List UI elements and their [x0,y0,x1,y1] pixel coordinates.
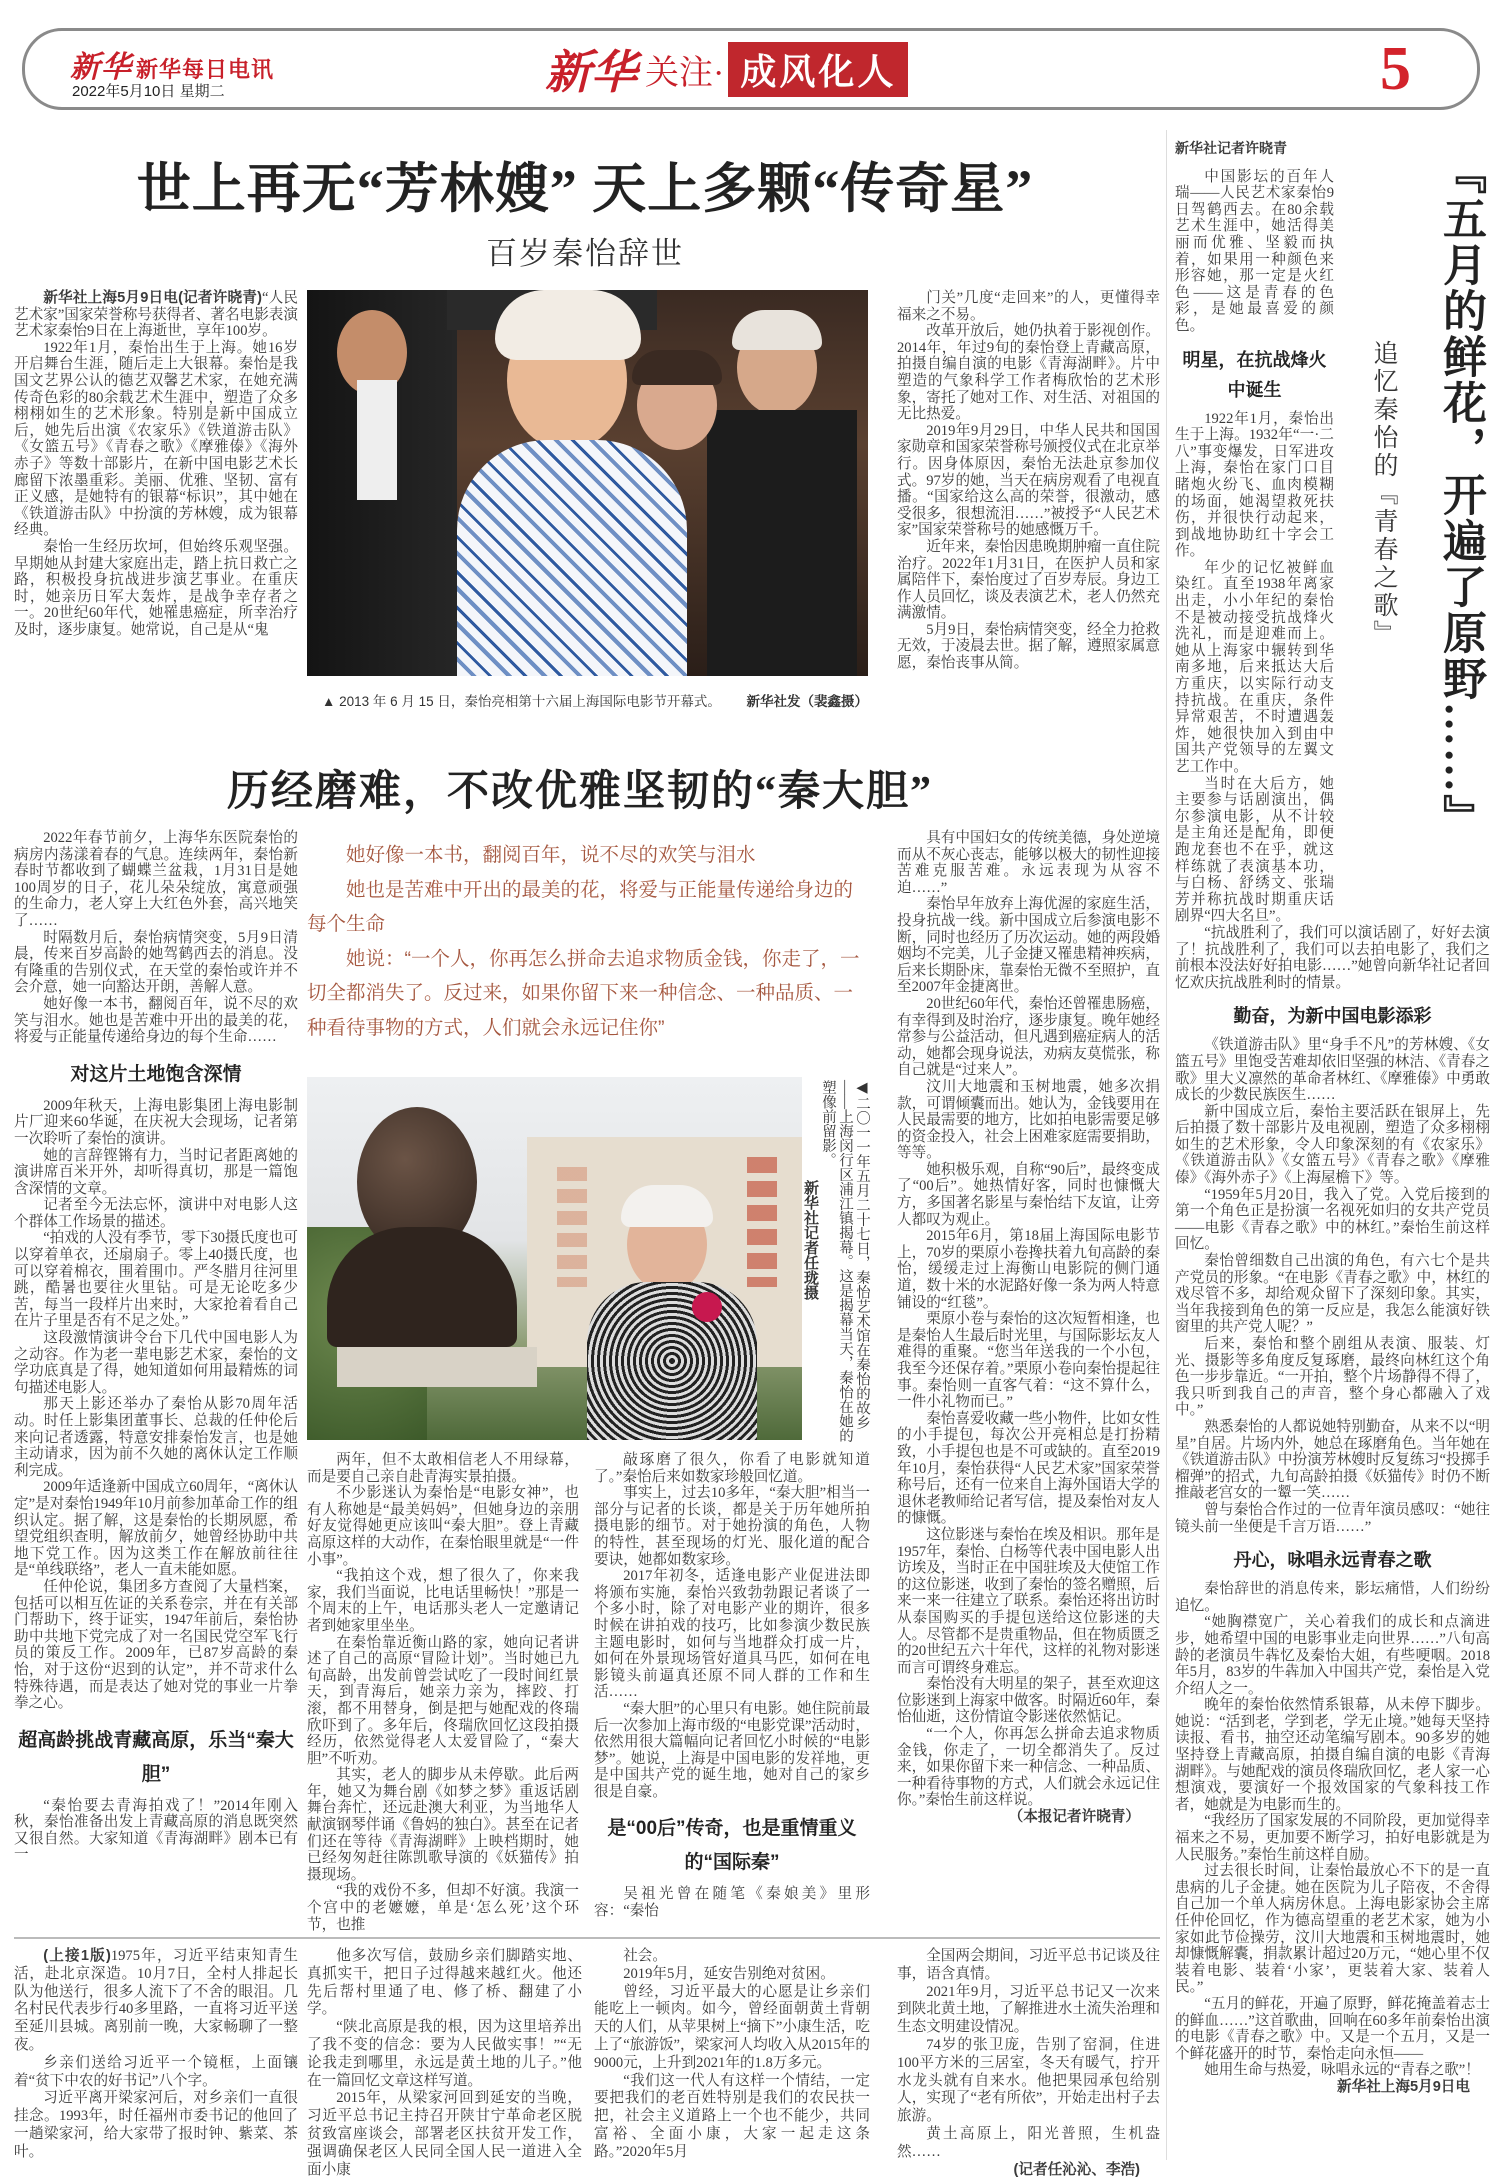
continued-column-1 [14,1948,298,2158]
paragraph: 中国影坛的百年人瑞——人民艺术家秦怡9日驾鹤西去。在80余载艺术生涯中，她活得美丽而优雅、坚毅而执着，如果用一种颜色来形容她，那一定是火红色——这是青春的色彩，是她最喜爱的颜色。 [1175,168,1334,334]
paragraph: 2021年9月，习近平总书记又一次来到陕北黄土地，了解推进水土流失治理和生态文明建设情况。 [897,1983,1160,2036]
paragraph: 这位影迷与秦怡在埃及相识。那年是1957年，秦怡、白杨等代表中国电影人出访埃及，当时正在中国驻埃及大使馆工作的这位影迷，收到了秦怡的签名赠照，后来一来一往建立了联系。秦怡还将出访时从泰国购买的手提包送给这位影迷的夫人。尽管都不是贵重物品，但在物质匮乏的20世纪五六十年代，这样的礼物对影迷而言可谓终身难忘。 [897,1526,1160,1676]
paragraph: 那天上影还举办了秦怡从影70周年活动。时任上影集团董事长、总裁的任仲伦后来向记者透露，特意安排秦怡发言，也是她主动请求，因为前不久她的离休认定工作顺利完成。 [14,1396,298,1479]
article-credit: （本报记者许晓青） [1008,1809,1140,1826]
photo-elder-blouse [587,1282,757,1440]
issue-date: 2022年5月10日 星期二 [72,83,225,100]
paragraph: 门关”几度“走回来”的人，更懂得幸福来之不易。 [897,290,1160,323]
caption-text: ▲ 2013 年 6 月 15 日，秦怡亮相第十六届上海国际电影节开幕式。 [322,694,721,709]
pull-quote [307,838,870,1045]
subheading: 明星，在抗战烽火中诞生 [1182,349,1327,400]
paragraph: “拍戏的人没有季节，零下30摄氏度也可以穿着单衣，还扇扇子。零上40摄氏度，也可以穿着棉衣，围着围巾。严冬腊月往河里跳，酷暑也要往火里钻。可是无论吃多少苦，每当一段样片出来时，大家抢着看自己在片子里是否有不足之处。” [14,1230,298,1330]
article-credit: (记者任沁沁、李浩) [1013,2161,1140,2178]
paragraph: 2022年春节前夕，上海华东医院秦怡的病房内荡漾着春的气息。连续两年，秦怡新春时节都收到了蝴蝶兰盆栽，1月31日是她100周岁的日子，花儿朵朵绽放，寓意顽强的生命力，老人穿上大红色外套，高兴地笑了…… [14,830,298,929]
paragraph: 2019年9月29日，中华人民共和国国家勋章和国家荣誉称号颁授仪式在北京举行。因身体原因，秦怡无法赴京参加仪式。97岁的她，当天在病房观看了电视直播。“国家给这么高的荣誉，很激动，感受很多，很想流泪……”被授予“人民艺术家”国家荣誉称号的她感慨万千。 [897,422,1160,539]
subheading: 勤奋，为新中国电影添彩 [1233,1006,1432,1027]
paragraph: 习近平离开梁家河后，对乡亲们一直很挂念。1993年，时任福州市委书记的他回了一趟梁家河，给大家带了报时钟、紫菜、茶叶。 [14,2090,298,2160]
paragraph: 吴祖光曾在随笔《秦娘美》里形容：“秦怡 [594,1886,870,1920]
side-title-area [1342,140,1490,900]
paragraph: 秦怡一生经历坎坷，但始终乐观坚强。早期她从封建大家庭出走，踏上抗日救亡之路，积极投身抗战进步演艺事业。在重庆时，她亲历日军大轰炸，是战争幸存者之一。20世纪60年代，她罹患癌症，所幸治疗及时，逐步康复。她常说，自己是从“鬼 [14,538,298,638]
paper-name: 新华每日电讯 [136,57,275,82]
photo-calligraphy [557,1167,587,1287]
paragraph: 新中国成立后，秦怡主要活跃在银屏上，先后拍摄了数十部影片及电视剧，塑造了众多栩栩如生的艺术形象，令人印象深刻的有《农家乐》《铁道游击队》《女篮五号》《青春之歌》《摩雅傣》《海外赤子》《上海屋檐下》等。 [1175,1103,1490,1187]
paragraph: 秦怡辞世的消息传来，影坛痛惜，人们纷纷追忆。 [1175,1581,1490,1614]
side-article [1175,140,1490,2160]
section-logo-script: 新华 [545,47,637,98]
main-headline: 世上再无“芳林嫂” 天上多颗“传奇星” [136,159,1034,219]
paragraph [14,1948,298,2055]
continued-column-4 [897,1948,1160,2178]
byline: 新华社记者许晓青 [1175,140,1287,156]
photo-pedestal [337,1347,537,1387]
continued-column-3 [594,1948,870,2158]
dateline-lead: 新华社上海5月9日电(记者许晓青) [43,290,262,306]
paragraph [14,290,298,340]
paragraph: 她的言辞铿锵有力，当时记者距离她的演讲席百米开外，却听得真切，那是一篇饱含深情的文章。 [14,1147,298,1197]
paragraph: 敲琢磨了很久，你看了电影就知道了。”秦怡后来如数家珍般回忆道。 [594,1452,870,1485]
subheading: 丹心，咏唱永远青春之歌 [1233,1550,1432,1571]
paragraph: “我们这一代人有这样一个情结，一定要把我们的老百姓特别是我们的农民扶一把，社会主义道路上一个也不能少，共同富裕、全面小康，大家一起走这条路。”2020年5月 [594,2072,870,2160]
subheading: 对这片土地饱含深情 [70,1063,242,1085]
paragraph: 社会。 [623,1948,667,1964]
photo-qin-yi-film-festival [307,290,868,676]
paragraph: 栗原小卷与秦怡的这次短暂相逢，也是秦怡人生最后时光里，与国际影坛友人难得的重聚。“您当年送我的一个小包，我至今还保存着。”栗原小卷向秦怡提起往事。秦怡则一直客气着：“这不算什么，一件小礼物而已。” [897,1311,1160,1411]
section-divider [14,1937,1160,1939]
paragraph: 事实上，过去10多年，“秦大胆”相当一部分与记者的长谈，都是关于历年她所拍摄电影的细节。对于她扮演的角色，人物的特性，甚至现场的灯光、服化道的配合要诀，她都如数家珍。 [594,1485,870,1568]
paragraph-text: 1975年，习近平结束知青生活，赴北京深造。10月7日，全村人排起长队为他送行，很多人流下了不舍的眼泪。几名村民代表步行40多里路，一直将习近平送至延川县城。离别前一晚，大家畅聊了一整夜。 [14,1948,298,2053]
paragraph: “陕北高原是我的根，因为这里培养出了我不变的信念：要为人民做实事！”“无论我走到哪里，永远是黄土地的儿子。”他在一篇回忆文章这样写道。 [307,2019,582,2089]
paragraph: 当时在大后方，她主要参与话剧演出，偶尔参演电影，从不计较是主角还是配角，即便跑龙套也不在乎，就这样练就了表演基本功，与白杨、舒绣文、张瑞芳并称抗战时期重庆话剧界“四大名旦”。 [1175,775,1334,925]
photo-man-shirt [357,380,397,500]
paragraph: “1959年5月20日，我入了党。入党后接到的第一个角色正是扮演一名视死如归的女共产党员——电影《青春之歌》中的林红。”秦怡生前这样回忆。 [1175,1186,1490,1253]
statue-photo-caption [802,1080,870,1450]
paragraph: 1922年1月，秦怡出生于上海。1932年“一·二八”事变爆发，日军进攻上海，秦怡在家门口目睹炮火纷飞、血肉模糊的场面，她渴望救死扶伤，并很快行动起来，到战地协助红十字会工作。 [1175,410,1334,560]
paragraph: “秦怡要去青海拍戏了！”2014年刚入秋，秦怡准备出发上青藏高原的消息既突然又很自然。大家知道《青海湖畔》剧本已有一 [14,1797,298,1864]
section-brand [545,36,908,102]
subheading: 是“00后”传奇，也是重情重义的“国际秦” [607,1818,857,1874]
paragraph: 1922年1月，秦怡出生于上海。她16岁开启舞台生涯，随后走上大银幕。秦怡是我国文艺界公认的德艺双馨艺术家，在她充满传奇色彩的80余载艺术生涯中，塑造了众多栩栩如生的艺术形象。特别是新中国成立后，她先后出演《农家乐》《铁道游击队》《女篮五号》《青春之歌》《摩雅傣》《海外赤子》等数十部影片，在新中国电影艺术长廊留下浓墨重彩。美丽、优雅、坚韧、富有正义感，是她特有的银幕“标识”，其中她在《铁道游击队》中扮演的芳林嫂，成为银幕经典。 [14,339,298,539]
paragraph: “一个人，你再怎么拼命去追求物质金钱，你走了，一切全都消失了。反过来，如果你留下来一种信念、一种品质、一种看待事物的方式，人们就会永远记住你。”秦怡生前这样说。 [897,1726,1160,1809]
pull-quote-line: 她好像一本书，翻阅百年，说不尽的欢笑与泪水 [346,844,756,866]
photo-woman-hair [632,350,722,385]
caption-text: ◀二〇一一年五月二十七日，秦怡艺术馆在秦怡的故乡——上海闵行区浦江镇揭幕。这是揭幕当天，秦怡在她的塑像前留影。 [820,1080,870,1443]
photo-corsage [692,1292,722,1322]
paragraph: 她积极乐观，自称“90后”，最终变成了“00后”。她热情好客，同时也慷慨大方，多国著名影星与秦怡结下友谊，让旁人都叹为观止。 [897,1161,1160,1228]
photo-credit: 新华社发（裴鑫摄） [746,694,868,709]
paragraph: 2019年5月，延安告别绝对贫困。 [623,1965,835,1982]
paragraph: 熟悉秦怡的人都说她特别勤奋，从来不以“明星”自居。片场内外，她总在琢磨角色。当年她在《铁道游击队》中扮演芳林嫂时反复练习“投掷手榴弹”的招式，九旬高龄拍摄《妖猫传》时仍不断推敲老宫女的一颦一笑…… [1175,1418,1490,1502]
paragraph: 她用生命与热爱，咏唱永远的“青春之歌”！ [1204,2062,1480,2079]
paragraph: 2017年初冬，适逢电影产业促进法即将颁布实施，秦怡兴致勃勃跟记者谈了一个多小时，除了对电影产业的期许，很多时候在讲拍戏的技巧，比如参演少数民族主题电影时，如何与当地群众打成一片，如何在外景现场管好道具马匹，如何在电影镜头前逼真还原不同人群的工作和生活…… [594,1568,870,1701]
side-article-title: 『五月的鲜花，开遍了原野……』 [1436,150,1485,840]
paragraph: “我经历了国家发展的不同阶段，更加觉得幸福来之不易，更加要不断学习，拍好电影就是为人民服务。”秦怡生前这样自励。 [1175,1813,1490,1863]
photo-caption [322,690,868,710]
paragraph: 任仲伦说，集团多方查阅了大量档案，包括可以相互佐证的关系卷宗，并在有关部门帮助下，终于证实，1947年前后，秦怡协助中共地下党完成了对一名国民党空军飞行员的策反工作。2009年，已87岁高龄的秦怡，对于这份“迟到的认定”，并不苛求什么特殊待遇，而是表达了她对党的事业一片拳拳之心。 [14,1578,298,1712]
main-article-column-3 [897,290,1160,702]
feature-column-1 [14,830,298,1932]
paragraph: 2009年适逢新中国成立60周年，“离休认定”是对秦怡1949年10月前参加革命工作的组织认定。据了解，这是秦怡的长期夙愿，希望党组织查明，解放前夕，她曾经协助中共地下党工作。因为这类工作在解放前往往是“单线联络”，老人一直未能如愿。 [14,1479,298,1579]
paragraph: “我拍这个戏，想了很久了，你来我家，我们当面说，比电话里畅快！”那是一个周末的上午，电话那头老人一定邀请记者到她家里坐坐。 [307,1568,579,1634]
page-number: 5 [1380,35,1411,103]
column-divider [1166,130,1167,2160]
article-credit: 新华社上海5月9日电 [1337,2078,1470,2095]
dateline-lead: (上接1版) [43,1948,111,1964]
paragraph: 改革开放后，她仍执着于影视创作。2014年，年过9旬的秦怡登上青藏高原，拍摄自编自演的电影《青海湖畔》。片中塑造的气象科学工作者梅欣怡的艺术形象，寄托了她对工作、对生活、对祖国的无比热爱。 [897,323,1160,423]
paragraph: 在秦怡靠近衡山路的家，她向记者讲述了自己的高原“冒险计划”。当时她已九旬高龄，出发前曾尝试吃了一段时间红景天，到青海后，她亲力亲为，摔跤、打滚，都不用替身，倒是把与她配戏的佟瑞欣吓到了。多年后，佟瑞欣回忆这段拍摄经历，依然觉得老人太爱冒险了，“秦大胆”不听劝。 [307,1634,579,1767]
feature-column-2b [594,1452,870,1932]
continued-column-2 [307,1948,582,2178]
paragraph: “抗战胜利了，我们可以演话剧了，好好去演了！抗战胜利了，我们可以去拍电影了，我们之前根本没法好好拍电影……”她曾向新华社记者回忆欢庆抗战胜利时的情景。 [1175,924,1490,991]
photo-credit: 新华社记者任珑摄 [802,1180,819,1300]
paragraph: 两年，但不太敢相信老人不用绿幕，而是要自己亲自赴青海实景拍摄。 [307,1452,579,1485]
photo-elder-hair [732,310,822,350]
paragraph: 过去很长时间，让秦怡最放心不下的是一直患病的儿子金捷。她在医院为儿子陪夜，不舍得自己加一个单人病房休息。上海电影家协会主席任仲伦回忆，作为德高望重的老艺术家，她为小家如此节俭操劳，汶川大地震和玉树地震时，她却慷慨解囊，捐款累计超过20万元，“她心里不仅装着电影、装着‘小家’，更装着大家、装着人民。” [1175,1863,1490,1996]
paragraph: 《铁道游击队》里“身手不凡”的芳林嫂、《女篮五号》里饱受苦难却依旧坚强的林洁、《青春之歌》里大义凛然的革命者林红、《摩雅傣》中勇敢成长的少数民族医生…… [1175,1037,1490,1104]
paragraph: 后来，秦怡和整个剧组从表演、服装、灯光、摄影等多角度反复琢磨，最终向林红这个角色一步步靠近。“一开拍，整个片场静得不得了，我只听到我自己的声音，整个身心都融入了戏中。” [1175,1336,1490,1419]
paragraph: 这段激情演讲令台下几代中国电影人为之动容。作为老一辈电影艺术家，秦怡的文学功底真是了得，她知道如何用最精炼的词句描述电影人。 [14,1330,298,1396]
subheading: 超高龄挑战青藏高原，乐当“秦大胆” [18,1729,294,1785]
paragraph: 不少影迷认为秦怡是“电影女神”，也有人称她是“最美妈妈”，但她身边的亲朋好友觉得她更应该叫“秦大胆”。登上青藏高原这样的大动作，在秦怡眼里就是“一件小事”。 [307,1485,579,1568]
pull-quote-line: 她也是苦难中开出的最美的花，将爱与正能量传递给身边的每个生命 [307,878,854,935]
paragraph: 晚年的秦怡依然情系银幕，从未停下脚步。她说：“活到老，学到老，学无止境。”她每天坚持读报、看书，抽空还动笔编写剧本。90多岁的她坚持登上青藏高原，拍摄自编自演的电影《青海湖畔》。与她配戏的演员佟瑞欣回忆，老人家一心想演戏，要演好一个报效国家的气象科技工作者，她就是为电影而生的。 [1175,1697,1490,1813]
paragraph: 秦怡曾细数自己出演的角色，有六七个是共产党员的形象。“在电影《青春之歌》中，林红的戏尽管不多，却给观众留下了深刻印象。其实，当年我接到角色的第一反应是，我怎么能演好铁窗里的共产党人呢？” [1175,1253,1490,1336]
photo-qin-yi-statue [307,1077,802,1440]
paragraph: 秦怡没有大明星的架子，甚至欢迎这位影迷到上海家中做客。时隔近60年，秦怡仙逝，这份情谊令影迷依然惦记。 [897,1676,1160,1726]
section-title-box: 成风化人 [728,42,908,97]
paragraph: 近年来，秦怡因患晚期肿瘤一直住院治疗。2022年1月31日，在医护人员和家属陪伴下，秦怡度过了百岁寿辰。身边工作人员回忆，谈及表演艺术，老人仍然充满激情。 [897,538,1160,622]
side-article-subtitle: 追忆秦怡的『青春之歌』 [1370,340,1397,648]
paragraph: “她胸襟宽广，关心着我们的成长和点滴进步，她希望中国的电影事业走向世界……”八旬高龄的老演员牛犇忆及秦怡大姐，有些哽咽。2018年5月，83岁的牛犇加入中国共产党，秦怡是入党介绍人之一。 [1175,1614,1490,1697]
paragraph: 汶川大地震和玉树地震，她多次捐款，可谓倾囊而出。她认为，金钱要用在人民最需要的地方，比如拍电影需要足够的资金投入，社会上困难家庭需要捐助，等等。 [897,1078,1160,1162]
photo-qipao-dress [457,440,687,676]
paragraph-text: “人民艺术家”国家荣誉称号获得者、著名电影表演艺术家秦怡9日在上海逝世，享年100岁。 [14,290,298,340]
paragraph: “我的戏份不多，但却不好演。我演一个宫中的老嬷嬷，单是‘怎么死’这个环节，也推 [307,1883,579,1933]
photo-elder-clothes [707,410,857,676]
paragraph: 其实，老人的脚步从未停歇。此后两年，她又为舞台剧《如梦之梦》重返话剧舞台奔忙，还远赴澳大利亚，为当地华人献演钢琴伴诵《鲁妈的独白》。甚至在记者们还在等待《青海湖畔》上映档期时，她已经匆匆赶往陈凯歌导演的《妖猫传》拍摄现场。 [307,1767,579,1883]
photo-qin-yi-hair [495,290,641,360]
paragraph: 2015年6月，第18届上海国际电影节上，70岁的栗原小卷搀扶着九旬高龄的秦怡，缓缓走过上海衡山电影院的侧门通道，数十米的水泥路好像一条为两人特意铺设的“红毯”。 [897,1228,1160,1311]
paragraph: 他多次写信，鼓励乡亲们脚踏实地、真抓实干，把日子过得越来越红火。他还先后帮村里通了电、修了桥、翻建了小学。 [307,1948,582,2018]
pull-quote-line: 她说：“一个人，你再怎么拼命去追求物质金钱，你走了，一切全都消失了。反过来，如果你留下来一种信念、一种品质、一种看待事物的方式，人们就会永远记住你” [307,947,860,1039]
section-label: 关注· [645,54,725,92]
photo-elder-hair [621,1185,713,1227]
paragraph: 秦怡喜爱收藏一些小物件，比如女性的小手提包，每次公开亮相总是打扮精致，小手提包也是不可或缺的。直至2019年10月，秦怡获得“人民艺术家”国家荣誉称号后，还有一位来自上海外国语大学的退休老教师给记者写信，提及秦怡对友人的慷慨。 [897,1410,1160,1527]
photo-bust-shoulders [327,1227,517,1347]
paragraph: “五月的鲜花，开遍了原野，鲜花掩盖着志士的鲜血……”这首歌曲，回响在60多年前秦怡出演的电影《青春之歌》中。又是一个五月，又是一个鲜花盛开的时节，秦怡走向永恒—— [1175,1995,1490,2062]
main-subheadline: 百岁秦怡辞世 [486,236,684,271]
feature-column-3 [897,830,1160,1932]
paragraph: 曾经，习近平最大的心愿是让乡亲们能吃上一顿肉。如今，曾经面朝黄土背朝天的人们，从苹果树上“摘下”小康生活，吃上了“旅游饭”，梁家河人均收入从2015年的9000元，上升到2021年的1.8万多元。 [594,1983,870,2071]
paragraph: 乡亲们送给习近平一个镜框，上面镶着“贫下中农的好书记”八个字。 [14,2054,298,2089]
photo-calligraphy [747,1157,777,1287]
paragraph: 74岁的张卫庞，告别了窑洞，住进100平方米的三居室，冬天有暖气，拧开水龙头就有自来水。他把果园承包给别人，实现了“老有所依”，开始走出村子去旅游。 [897,2036,1160,2125]
paragraph: 20世纪60年代，秦怡还曾罹患肠癌，有幸得到及时治疗，逐步康复。晚年她经常参与公益活动，但凡遇到癌症病人的活动，她都会现身说法，劝病友莫慌张，称自己就是“过来人”。 [897,995,1160,1079]
paragraph: “秦大胆”的心里只有电影。她住院前最后一次参加上海市级的“电影党课”活动时，依然用很大篇幅向记者回忆小时候的“电影梦”。她说，上海是中国电影的发祥地，更是中国共产党的诞生地，她对自己的家乡很是自豪。 [594,1700,870,1800]
paragraph: 秦怡早年放弃上海优渥的家庭生活，投身抗战一线。新中国成立后参演电影不断，同时也经历了历次运动。她的两段婚姻均不完美，儿子金捷又罹患精神疾病，后来长期卧床，靠秦怡无微不至照护，直至2007年金捷离世。 [897,896,1160,996]
paragraph: 2009年秋天，上海电影集团上海电影制片厂迎来60华诞，在庆祝大会现场，记者第一次聆听了秦怡的演讲。 [14,1097,298,1147]
paragraph: 年少的记忆被鲜血染红。直至1938年离家出走，小小年纪的秦怡不是被动接受抗战烽火洗礼，而是迎难而上。她从上海家中辗转到华南多地，后来抵达大后方重庆，以实际行动支持抗战。在重庆，条件异常艰苦，不时遭遇轰炸，她很快加入到由中国共产党领导的左翼文艺工作中。 [1175,559,1334,775]
paragraph: 她好像一本书，翻阅百年，说不尽的欢笑与泪水。她也是苦难中开出的最美的花，将爱与正能量传递给身边的每个生命…… [14,995,298,1046]
feature-column-2a [307,1452,579,1932]
paragraph: 时隔数月后，秦怡病情突变，5月9日清晨，传来百岁高龄的她驾鹤西去的消息。没有隆重的告别仪式，在天堂的秦怡或许并不会介意，她一向豁达开朗，善解人意。 [14,929,298,996]
paragraph: 曾与秦怡合作过的一位青年演员感叹：“她往镜头前一坐便是千言万语……” [1175,1501,1490,1535]
paragraph: 全国两会期间，习近平总书记谈及往事，语含真情。 [897,1948,1160,1982]
logo-script: 新华 [70,51,132,84]
paragraph: 黄土高原上，阳光普照，生机盎然…… [897,2125,1160,2160]
paragraph: 具有中国妇女的传统美德，身处逆境而从不灰心丧志，能够以极大的韧性迎接苦难克服苦难。永远表现为从容不迫……” [897,830,1160,896]
main-article-column-1 [14,290,298,702]
paragraph: 5月9日，秦怡病情突变，经全力抢救无效，于凌晨去世。据了解，遵照家属意愿，秦怡丧事从简。 [897,621,1160,672]
paragraph: 记者至今无法忘怀，演讲中对电影人这个群体工作场景的描述。 [14,1197,298,1230]
paragraph: 2015年，从梁家河回到延安的当晚，习近平总书记主持召开陕甘宁革命老区脱贫致富座谈会，部署老区扶贫开发工作，强调确保老区人民同全国人民一道进入全面小康 [307,2090,582,2178]
feature-headline: 历经磨难，不改优雅坚韧的“秦大胆” [226,769,933,815]
